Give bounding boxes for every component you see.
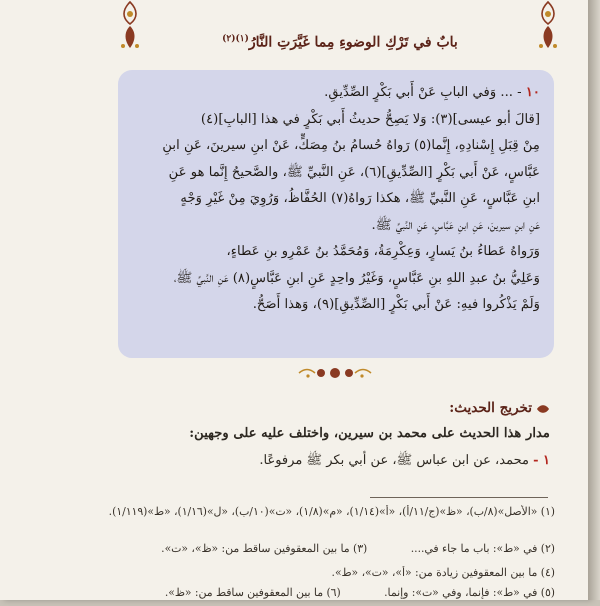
chapter-heading — [150, 34, 530, 60]
footnote-3: (٣) ما بين المعقوفين ساقط من: «ظ»، «ت». — [161, 542, 368, 555]
chapter-title: بابٌ في تَرْكِ الوضوءِ مِما غَيَّرَتِ النَّارُ — [248, 34, 458, 51]
footnote-rule — [370, 497, 548, 498]
corner-ornament-right-icon — [536, 0, 560, 52]
page-edge — [588, 0, 600, 600]
corner-ornament-left-icon — [118, 0, 142, 52]
chapter-footnote-refs: (١)(٢) — [222, 34, 249, 44]
hadith-line-4: عَبَّاسٍ، عَنْ أَبي بَكْرٍ [الصِّدِّيقِ](٦)، عَنِ النَّبيِّ ﷺ، والصَّحيحُ إِنَّما هو عَنِ — [168, 164, 540, 180]
hadith-line-7: وَرَواهُ عَطاءُ بنُ يَسارٍ، وَعِكْرِمَةُ، وَمُحَمَّدُ بنُ عَمْرِو بنِ عَطاءٍ، — [226, 244, 540, 259]
hadith-box — [118, 70, 554, 358]
hadith-number: ١٠ — [525, 85, 540, 100]
hadith-line-5: ابنِ عَبَّاسٍ، عَنِ النَّبيِّ ﷺ، هكذا رَواهُ(٧) الحُفَّاظُ، وَرُوِيَ مِنْ غَيْرِ وَجْهٍ — [180, 191, 540, 206]
takhrij-title: تخريج الحديث: — [449, 400, 532, 416]
footnote-2-3 — [100, 542, 555, 562]
takhrij-heading — [130, 400, 550, 422]
madar-statement: مدار هذا الحديث على محمد بن سيرين، واختلف عليه على وجهين: — [189, 426, 550, 441]
footnote-5-6 — [100, 586, 555, 606]
footnote-4: (٤) ما بين المعقوفين زيادة من: «أ»، «ت»، «ط». — [331, 566, 555, 579]
floral-divider-icon — [295, 364, 375, 382]
hadith-line-3: مِنْ قِبَلِ إِسْنادِهِ، إِنَّما(٥) رَواهُ حُسامُ بنُ مِصَكٍّ، عَنْ ابنِ سيرينَ، عَنِ ابنِ — [162, 138, 540, 153]
hadith-line-6: عَنِ ابنِ سيرينَ، عَنِ ابنِ عَبَّاسٍ، عَنِ النَّبيِّ ﷺ. — [371, 217, 540, 233]
takhrij-item-1 — [150, 452, 550, 474]
footnote-6: (٦) ما بين المعقوفين ساقط من: «ظ». — [164, 586, 341, 599]
footnote-2: (٢) في «ط»: باب ما جاء في.... — [410, 542, 555, 555]
leaf-bullet-icon — [536, 404, 550, 414]
hadith-line-2: [قالَ أبو عيسى](٣): وَلا يَصِحُّ حديثُ أَبي بَكْرٍ في هذا [البابِ](٤) — [200, 111, 540, 127]
takhrij-item-1-text: محمد، عن ابن عباس ﷺ، عن أبي بكر ﷺ مرفوعًا. — [259, 453, 529, 468]
hadith-line-1: ١٠ - ... وَفي البابِ عَنْ أَبي بَكْرٍ الصِّدِّيقِ. — [324, 85, 540, 100]
takhrij-item-1-number: ١ - — [533, 453, 550, 468]
hadith-line-9: وَلَمْ يَذْكُروا فيهِ: عَنْ أَبي بَكْرٍ [الصِّدِّيقِ](٩)، وَهذا أَصَحُّ. — [252, 297, 540, 312]
footnote-5: (٥) في «ط»: فإنما، وفي «ت»: وإنما. — [384, 586, 555, 599]
hadith-line-8: وَعَلِيُّ بنُ عبدِ اللهِ بنِ عَبَّاسٍ، وَغَيْرُ واحِدٍ عَنِ ابنِ عَبَّاسٍ(٨) عَنِ النَّبيِّ ﷺ، — [173, 270, 540, 286]
footnote-1: (١) «الأصل»(٨/ب)، «ظ»(ج/١١/أ)، «أ»(١/١٤)، «م»(١/٨)، «ت»(١٠/ب)، «ل»(١/١٦)، «ط»(١/١١٩). — [108, 505, 555, 518]
